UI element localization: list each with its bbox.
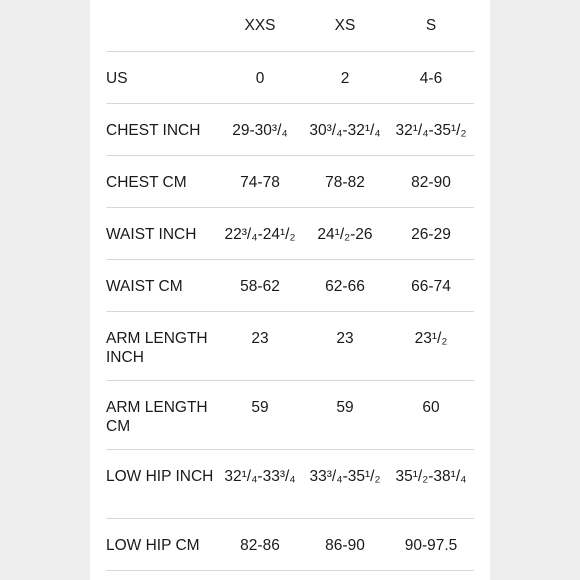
row-label: ARM LENGTH INCH bbox=[106, 330, 208, 366]
row-label: ARM LENGTH CM bbox=[106, 399, 208, 435]
cell-xxs: 0 bbox=[255, 70, 265, 87]
row-label: WAIST INCH bbox=[106, 226, 197, 243]
cell-xxs: 74-78 bbox=[240, 174, 280, 191]
cell-xs: 23 bbox=[336, 330, 354, 347]
table-row bbox=[106, 52, 474, 104]
cell-s: 66-74 bbox=[411, 278, 451, 295]
table-row bbox=[106, 312, 474, 381]
row-label: WAIST CM bbox=[106, 278, 183, 295]
row-label: US bbox=[106, 70, 128, 87]
cell-xxs: 58-62 bbox=[240, 278, 280, 295]
header-blank bbox=[106, 0, 218, 16]
cell-s: 23¹/₂ bbox=[414, 330, 448, 347]
cell-xs: 2 bbox=[340, 70, 350, 87]
row-label: LOW HIP INCH bbox=[106, 468, 214, 485]
table-row bbox=[106, 104, 474, 156]
table-row bbox=[106, 381, 474, 450]
cell-xxs: 29-30³/₄ bbox=[232, 122, 288, 139]
row-label: CHEST CM bbox=[106, 174, 187, 191]
cell-s: 82-90 bbox=[411, 174, 451, 191]
table-row bbox=[106, 450, 474, 519]
cell-xxs: 59 bbox=[251, 399, 269, 416]
size-chart-table bbox=[106, 0, 474, 571]
cell-xs: 78-82 bbox=[325, 174, 365, 191]
table-row bbox=[106, 519, 474, 571]
cell-xs: 59 bbox=[336, 399, 354, 416]
cell-xs: 33³/₄-35¹/₂ bbox=[309, 468, 381, 485]
cell-s: 32¹/₄-35¹/₂ bbox=[395, 122, 467, 139]
cell-xs: 24¹/₂-26 bbox=[317, 226, 373, 243]
column-header-xxs: XXS bbox=[244, 17, 276, 34]
table-row bbox=[106, 208, 474, 260]
column-header-s: S bbox=[425, 17, 437, 34]
cell-xxs: 82-86 bbox=[240, 537, 280, 554]
cell-xs: 86-90 bbox=[325, 537, 365, 554]
table-row bbox=[106, 156, 474, 208]
table-row bbox=[106, 260, 474, 312]
cell-s: 90-97.5 bbox=[404, 537, 458, 554]
cell-xxs: 22³/₄-24¹/₂ bbox=[224, 226, 296, 243]
column-header-xs: XS bbox=[334, 17, 356, 34]
cell-xxs: 32¹/₄-33³/₄ bbox=[224, 468, 296, 485]
cell-s: 26-29 bbox=[411, 226, 451, 243]
cell-xs: 62-66 bbox=[325, 278, 365, 295]
row-label: LOW HIP CM bbox=[106, 537, 200, 554]
cell-s: 4-6 bbox=[419, 70, 443, 87]
cell-xs: 30³/₄-32¹/₄ bbox=[309, 122, 381, 139]
cell-xxs: 23 bbox=[251, 330, 269, 347]
cell-s: 60 bbox=[422, 399, 440, 416]
table-header-row bbox=[106, 0, 474, 52]
row-label: CHEST INCH bbox=[106, 122, 201, 139]
cell-s: 35¹/₂-38¹/₄ bbox=[395, 468, 467, 485]
